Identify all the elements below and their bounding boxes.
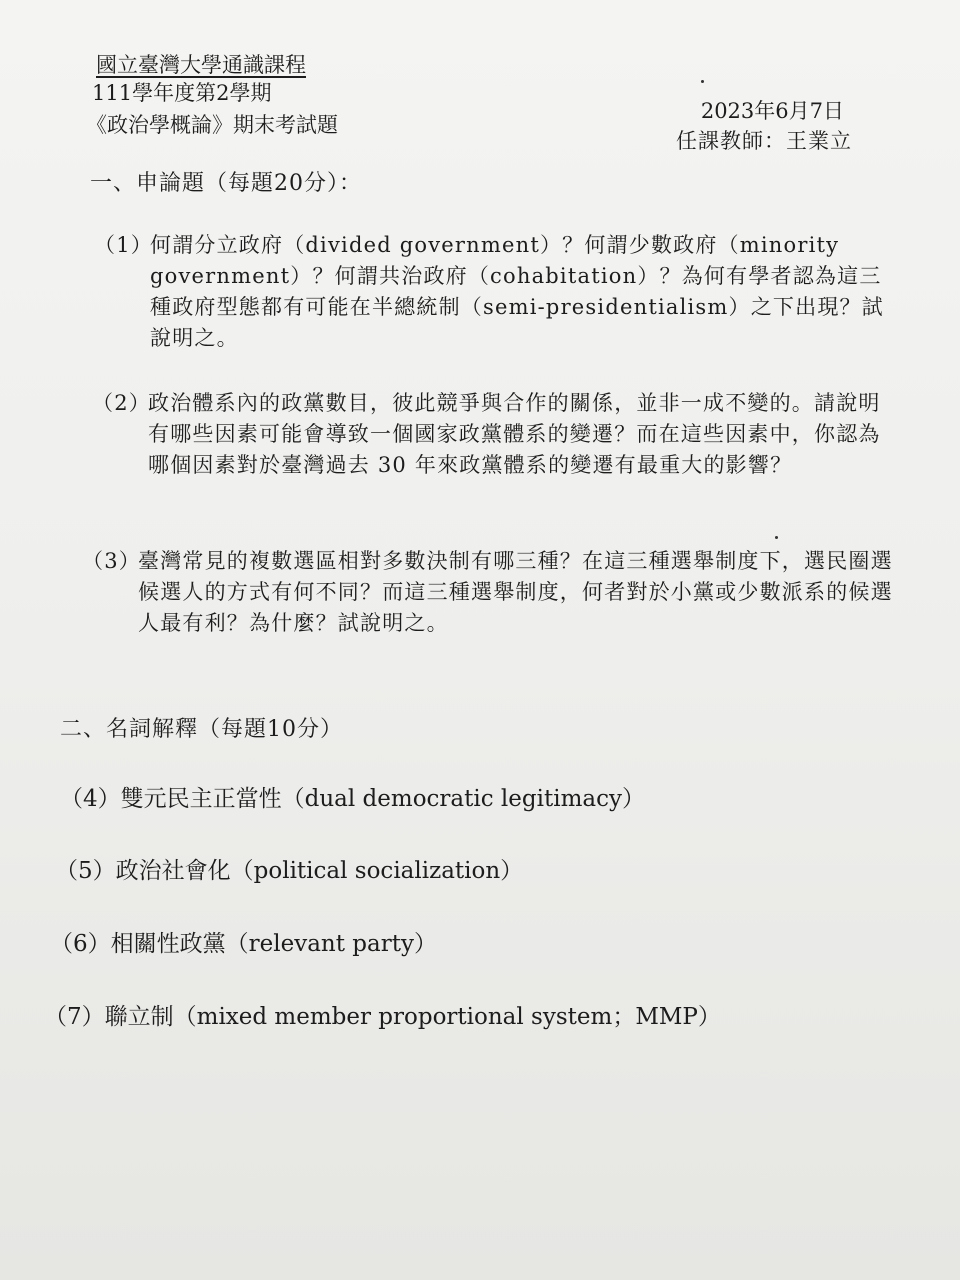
university-course-title: 國立臺灣大學通識課程 [96,53,306,77]
term-number: （5） [55,858,116,884]
term-number: （4） [60,786,121,812]
instructor-name: 任課教師：王業立 [676,129,852,153]
essay-question-1 [94,230,890,354]
question-text: 政治體系內的政黨數目，彼此競爭與合作的關係，並非一成不變的。請說明有哪些因素可能會導致一個國家政黨體系的變遷？而在這些因素中，你認為哪個因素對於臺灣過去 30 年來政黨體系的變遷有最重大的影響？ [148,391,881,477]
paper-speck [701,80,704,83]
term-item-7 [44,998,721,1031]
section-terms-heading: 二、名詞解釋（每題10分） [60,717,343,742]
term-item-6 [50,925,437,958]
question-text: 臺灣常見的複數選區相對多數決制有哪三種？在這三種選舉制度下，選民圈選候選人的方式有何不同？而這三種選舉制度，何者對於小黨或少數派系的候選人最有利？為什麼？試說明之。 [138,549,893,635]
section-essay-heading: 一、申論題（每題20分）： [90,171,362,196]
term-number: （7） [44,1004,105,1030]
exam-date: 2023年6月7日 [700,99,844,123]
exam-title: 《政治學概論》期末考試題 [86,113,338,137]
term-text: 相關性政黨（relevant party） [110,931,437,957]
question-number: （2） [92,391,151,415]
question-text: 何謂分立政府（divided government）？何謂少數政府（minority government）？何謂共治政府（cohabitation）？為何有學者認為這三種政府型態都有可能在半總統制（semi-presidentialism）之下出現？試說明之。 [150,233,884,350]
question-number: （1） [94,233,153,257]
term-text: 政治社會化（political socialization） [115,858,524,884]
paper-speck [775,536,778,539]
term-item-4 [60,780,645,813]
essay-question-3 [82,546,898,639]
term-text: 聯立制（mixed member proportional system；MMP） [104,1004,721,1030]
term-number: （6） [50,931,111,957]
essay-question-2 [92,388,898,481]
term-text: 雙元民主正當性（dual democratic legitimacy） [120,786,645,812]
question-number: （3） [82,549,141,573]
semester-label: 111學年度第2學期 [92,81,272,105]
term-item-5 [55,852,523,885]
